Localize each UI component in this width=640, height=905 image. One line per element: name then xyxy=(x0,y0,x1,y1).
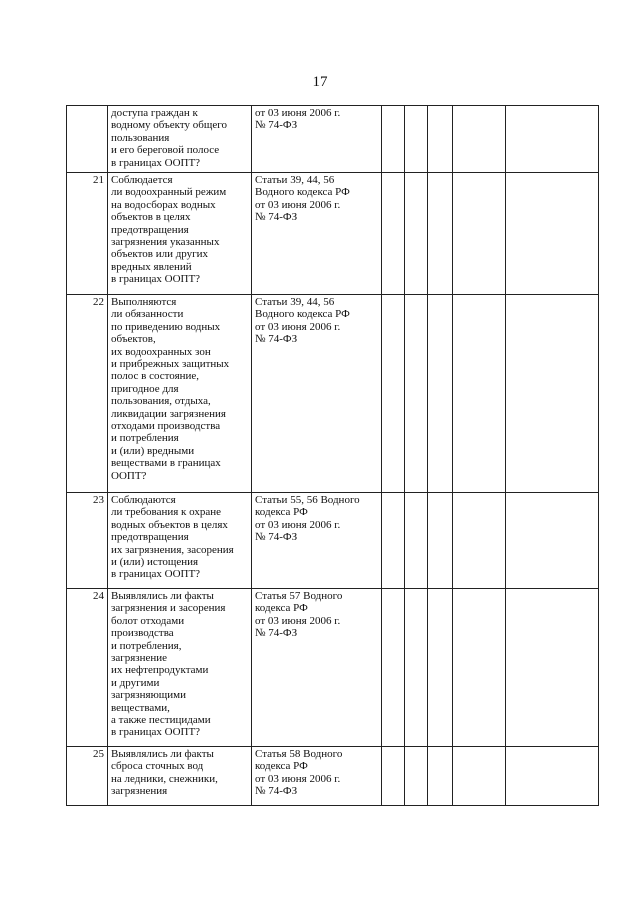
legal-basis-cell-line: от 03 июня 2006 г. xyxy=(255,772,341,785)
question-cell-line: на ледники, снежники, xyxy=(111,772,218,785)
empty-cell xyxy=(453,747,506,806)
table-row xyxy=(67,493,599,589)
question-cell xyxy=(108,589,252,747)
question-cell xyxy=(108,295,252,493)
empty-cell xyxy=(382,106,405,173)
empty-cell xyxy=(506,747,599,806)
legal-basis-cell-line: № 74-ФЗ xyxy=(255,211,298,224)
table-row xyxy=(67,295,599,493)
empty-cell xyxy=(405,747,428,806)
empty-cell xyxy=(428,295,453,493)
empty-cell xyxy=(506,106,599,173)
question-cell xyxy=(108,173,252,295)
legal-basis-cell-line: Статья 58 Водного xyxy=(255,748,343,760)
question-cell-line: их нефтепродуктами xyxy=(111,664,209,677)
question-cell-line: отходами производства xyxy=(111,420,221,433)
empty-cell xyxy=(428,493,453,589)
legal-basis-cell-line: Водного кодекса РФ xyxy=(255,186,350,199)
legal-basis-cell-line: Статья 57 Водного xyxy=(255,590,343,602)
empty-cell xyxy=(506,589,599,747)
question-cell-line: в границах ООПТ? xyxy=(111,156,201,169)
question-cell-line: и прибрежных защитных xyxy=(111,358,230,371)
legal-basis-cell xyxy=(252,747,382,806)
empty-cell xyxy=(428,589,453,747)
legal-basis-cell-line: Водного кодекса РФ xyxy=(255,308,350,321)
legal-basis-cell-line: кодекса РФ xyxy=(255,602,308,615)
question-cell-line: Соблюдается xyxy=(111,174,173,186)
question-cell xyxy=(108,747,252,806)
legal-basis-cell-line: от 03 июня 2006 г. xyxy=(255,614,341,627)
empty-cell xyxy=(382,173,405,295)
legal-basis-cell xyxy=(252,295,382,493)
question-cell-line: и его береговой полосе xyxy=(111,144,220,157)
question-cell-line: веществами в границах xyxy=(111,457,221,470)
legal-basis-cell xyxy=(252,493,382,589)
question-cell-line: их загрязнения, засорения xyxy=(111,543,234,556)
empty-cell xyxy=(405,173,428,295)
question-cell-line: пользования xyxy=(111,131,170,144)
question-cell-line: ли обязанности xyxy=(111,308,184,321)
question-cell-line: Выявлялись ли факты xyxy=(111,748,214,760)
legal-basis-cell-line: № 74-ФЗ xyxy=(255,531,298,544)
table-row xyxy=(67,106,599,173)
question-cell-line: водному объекту общего xyxy=(111,119,227,132)
question-cell-line: полос в состояние, xyxy=(111,370,200,383)
empty-cell xyxy=(428,173,453,295)
legal-basis-cell-line: № 74-ФЗ xyxy=(255,785,298,798)
legal-basis-cell xyxy=(252,106,382,173)
question-cell-line: и потребления xyxy=(111,432,179,445)
empty-cell xyxy=(453,173,506,295)
empty-cell xyxy=(506,173,599,295)
legal-basis-cell-line: № 74-ФЗ xyxy=(255,627,298,640)
legal-basis-cell-line: от 03 июня 2006 г. xyxy=(255,320,341,333)
question-cell-line: вредных явлений xyxy=(111,260,192,273)
empty-cell xyxy=(405,589,428,747)
legal-basis-cell-line: от 03 июня 2006 г. xyxy=(255,518,341,531)
empty-cell xyxy=(382,747,405,806)
legal-basis-cell-line: кодекса РФ xyxy=(255,506,308,519)
question-cell-line: объектов, xyxy=(111,333,156,346)
empty-cell xyxy=(506,493,599,589)
row-number: 25 xyxy=(67,747,108,806)
row-number: 22 xyxy=(67,295,108,493)
question-cell-line: загрязняющими xyxy=(111,689,187,702)
legal-basis-cell-line: № 74-ФЗ xyxy=(255,119,298,132)
question-cell-line: по приведению водных xyxy=(111,320,221,333)
question-cell-line: их водоохранных зон xyxy=(111,345,211,358)
empty-cell xyxy=(428,106,453,173)
checklist-table xyxy=(66,105,599,806)
table-row xyxy=(67,173,599,295)
question-cell-line: водных объектов в целях xyxy=(111,518,228,531)
legal-basis-cell xyxy=(252,589,382,747)
empty-cell xyxy=(405,295,428,493)
question-cell-line: Выявлялись ли факты xyxy=(111,590,214,602)
question-cell-line: предотвращения xyxy=(111,531,189,544)
legal-basis-cell-line: кодекса РФ xyxy=(255,760,308,773)
question-cell-line: болот отходами xyxy=(111,614,185,627)
question-cell-line: ликвидации загрязнения xyxy=(111,407,226,420)
question-cell-line: в границах ООПТ? xyxy=(111,568,201,581)
question-cell-line: загрязнения и засорения xyxy=(111,602,226,615)
empty-cell xyxy=(453,589,506,747)
empty-cell xyxy=(382,589,405,747)
empty-cell xyxy=(453,295,506,493)
legal-basis-cell-line: Статьи 39, 44, 56 xyxy=(255,296,335,308)
question-cell xyxy=(108,106,252,173)
empty-cell xyxy=(506,295,599,493)
legal-basis-cell-line: Статьи 39, 44, 56 xyxy=(255,174,335,186)
question-cell-line: пользования, отдыха, xyxy=(111,395,211,408)
question-cell-line: предотвращения xyxy=(111,223,189,236)
question-cell-line: доступа граждан к xyxy=(111,107,198,119)
question-cell-line: веществами, xyxy=(111,701,170,714)
legal-basis-cell-line: Статьи 55, 56 Водного xyxy=(255,494,360,506)
table-row xyxy=(67,747,599,806)
row-number: 21 xyxy=(67,173,108,295)
question-cell-line: производства xyxy=(111,627,174,640)
question-cell-line: загрязнение xyxy=(111,652,168,665)
legal-basis-cell xyxy=(252,173,382,295)
row-number xyxy=(67,106,108,173)
row-number: 24 xyxy=(67,589,108,747)
empty-cell xyxy=(405,493,428,589)
question-cell-line: Соблюдаются xyxy=(111,494,176,506)
row-number: 23 xyxy=(67,493,108,589)
empty-cell xyxy=(453,106,506,173)
question-cell-line: в границах ООПТ? xyxy=(111,726,201,739)
empty-cell xyxy=(382,295,405,493)
legal-basis-cell-line: № 74-ФЗ xyxy=(255,333,298,346)
page-number: 17 xyxy=(312,74,328,90)
table-body xyxy=(67,106,599,806)
question-cell-line: пригодное для xyxy=(111,382,179,395)
legal-basis-cell-line: от 03 июня 2006 г. xyxy=(255,198,341,211)
question-cell-line: загрязнения указанных xyxy=(111,236,220,249)
question-cell-line: ли требования к охране xyxy=(111,506,222,519)
question-cell-line: загрязнения xyxy=(111,785,168,798)
question-cell-line: и потребления, xyxy=(111,639,182,652)
question-cell-line: на водосборах водных xyxy=(111,198,216,211)
table-row xyxy=(67,589,599,747)
empty-cell xyxy=(405,106,428,173)
question-cell-line: ООПТ? xyxy=(111,469,147,482)
legal-basis-cell-line: от 03 июня 2006 г. xyxy=(255,107,341,119)
question-cell-line: ли водоохранный режим xyxy=(111,186,227,199)
question-cell xyxy=(108,493,252,589)
question-cell-line: и другими xyxy=(111,676,160,689)
question-cell-line: и (или) истощения xyxy=(111,556,199,569)
question-cell-line: сброса сточных вод xyxy=(111,760,204,773)
question-cell-line: Выполняются xyxy=(111,296,177,308)
question-cell-line: а также пестицидами xyxy=(111,714,211,727)
question-cell-line: в границах ООПТ? xyxy=(111,273,201,286)
question-cell-line: объектов или других xyxy=(111,248,209,261)
empty-cell xyxy=(453,493,506,589)
empty-cell xyxy=(428,747,453,806)
empty-cell xyxy=(382,493,405,589)
question-cell-line: и (или) вредными xyxy=(111,444,195,457)
question-cell-line: объектов в целях xyxy=(111,211,191,224)
